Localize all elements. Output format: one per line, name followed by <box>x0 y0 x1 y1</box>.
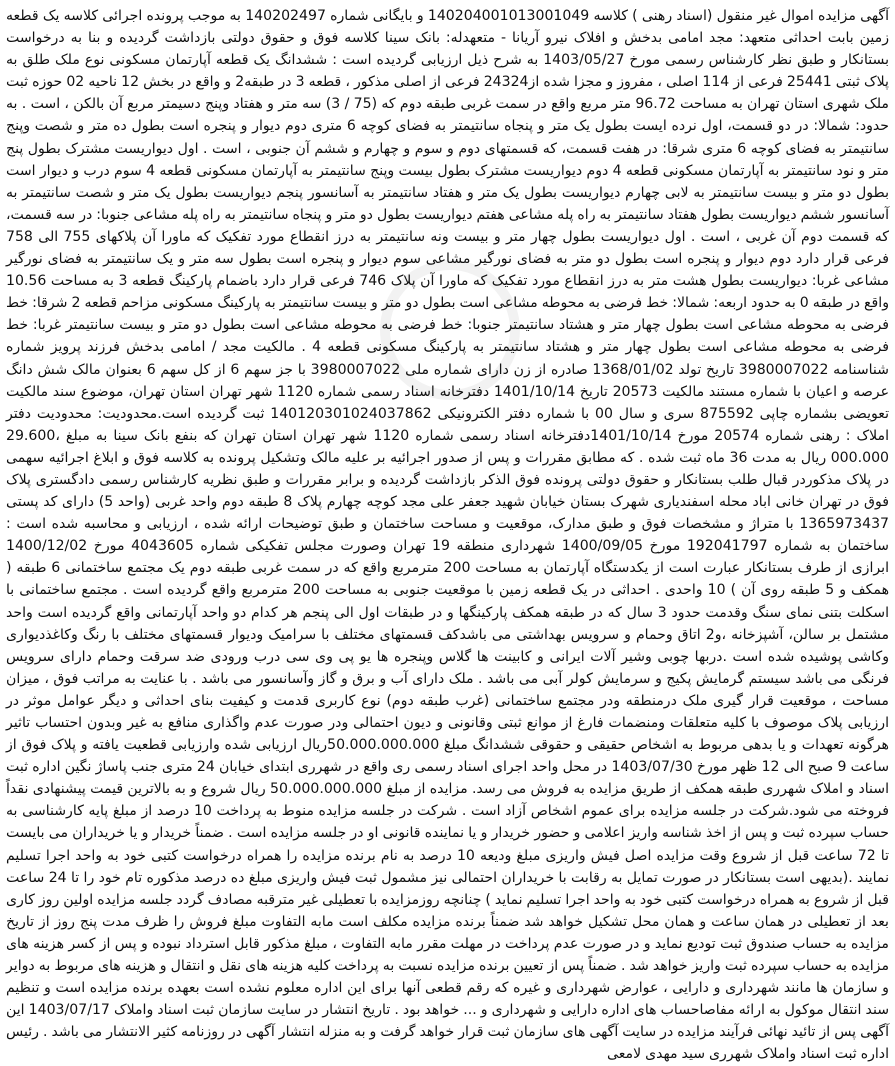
notice-body-text: آگهی مزایده اموال غیر منقول (اسناد رهنی ) کلاسه 140204001013001049 و بایگانی شماره 140202497 به موجب پرونده اجرائی کلاسه یک قطعه زمین بابت احداثی متعهد: مجد امامی بدخش و افلاک نیرو آریانا - متعهدله: بانک سینا کلاسه فوق و حقوق دولتی بازداشت گردیده و بنا به درخواست بستانکار و طبق نظر کارشناس رسمی مورخ 1403/05/27 به شرح ذیل ارزیابی گردیده است : ششدانگ یک قطعه آپارتمان مسکونی نوع ملک طلق به پلاک ثبتی 25441 فرعی از 114 اصلی ، مفروز و مجزا شده از24324 فرعی از اصلی مذکور ، قطعه 3 در طبقه2 و واقع در بخش 12 ناحیه 02 حوزه ثبت ملک شهری استان تهران به مساحت 96.72 متر مربع واقع در سمت غربی طبقه دوم که (75 / 3) سه متر و هفتاد وپنج دسیمتر مربع آن بالکن ، است . به حدود: شمالا: در دو قسمت، اول نرده ایست بطول یک متر و پنجاه سانتیمتر به فضای کوچه 6 متری دوم دیوار و پنجره است بطول ده متر و شصت وپنج سانتیمتر به فضای کوچه 6 متری شرقا: در هفت قسمت، که قسمتهای دوم و سوم و چهارم و ششم آن جنوبی ، است . اول دیواریست مشترک بطول پنج متر و نود سانتیمتر به آپارتمان مسکونی قطعه 4 دوم دیواریست مشترک بطول بیست وپنج سانتیمتر به آپارتمان مسکونی قطعه 4 سوم درب و دیوار است بطول دو متر و بیست سانتیمتر به لابی چهارم دیواریست بطول یک متر و هفتاد سانتیمتر به آسانسور پنجم دیواریست بطول یک متر و شصت سانتیمتر به آسانسور ششم دیواریست بطول هفتاد سانتیمتر به راه پله مشاعی هفتم دیواریست بطول دو متر و پنجاه سانتیمتر به راه پله مشاعی جنوبا: در سه قسمت، که قسمت دوم آن غربی ، است . اول دیواریست بطول چهار متر و بیست ونه سانتیمتر به درز انقطاع مورد تفکیک که ماورا آن پلاکهای 755 الی 758 فرعی قرار دارد دوم دیوار و پنجره است بطول دو متر به فضای نورگیر مشاعی سوم دیوار و پنجره است بطول سه متر و یک سانتیمتر به فضای نورگیر مشاعی غربا: دیواریست بطول هشت متر به درز انقطاع مورد تفکیک که ماورا آن پلاک 746 فرعی قرار دارد باضمام پارکینگ قطعه 3 به مساحت 10.56 واقع در طبقه 0 به حدود اربعه: شمالا: خط فرضی به محوطه مشاعی است بطول دو متر و بیست سانتیمتر به پارکینگ مسکونی مزاحم قطعه 2 شرقا: خط فرضی به محوطه مشاعی است بطول چهار متر و هشتاد سانتیمتر جنوبا: خط فرضی به محوطه مشاعی است بطول دو متر و بیست سانتیمتر غربا: خط فرضی به محوطه مشاعی است بطول چهار متر و هشتاد سانتیمتر به پارکینگ مسکونی قطعه 4 . مالکیت مجد / امامی بدخش فرزند پرویز شماره شناسنامه 3980007022 تاریخ تولد 1368/01/02 صادره از زن دارای شماره ملی 3980007022 با جز سهم 6 از کل سهم 6 بعنوان مالک شش دانگ عرصه و اعیان با شماره مستند مالکیت 20573 تاریخ 1401/10/14 دفترخانه اسناد رسمی شماره 1120 شهر تهران استان تهران، موضوع سند مالکیت تعویضی بشماره چاپی 875592 سری و سال 00 با شماره دفتر الکترونیکی 140120301024037862 ثبت گردیده است.محدودیت: محدودیت دفتر املاک : رهنی شماره 20574 مورخ 1401/10/14دفترخانه اسناد رسمی شماره 1120 شهر تهران استان تهران که بنفع بانک سینا به مبلغ ،29.600 000.000 ریال به مدت 36 ماه ثبت شده . که مطابق مقررات و پس از صدور اجرائیه بر علیه مالک وتشکیل پرونده به کلاسه فوق و ابلاغ اجرائیه سهمی در پلاک مذکوردر قبال طلب بستانکار و حقوق دولتی پرونده فوق الذکر بازداشت گردیده و برابر مقررات و طبق نظریه کارشناس رسمی دادگستری پلاک فوق در تهران خانی اباد محله اسفندیاری شهرک بستان خیابان شهید جعفر علی مجد کوچه چهارم پلاک 8 طبقه دوم واحد غربی (واحد 5) دارای کد پستی 1365973437 با متراژ و مشخصات فوق و طبق مدارک، موقعیت و مساحت ساختمان و طبق توضیحات ارائه شده ، ارزیابی و محاسبه شده است : ساختمان به شماره 192041797 مورخ 1400/09/05 شهرداری منطقه 19 تهران وصورت مجلس تفکیکی شماره 4043605 مورخ 1400/12/02 ابرازی از طرف بستانکار عبارت است از یکدستگاه آپارتمان به مساحت 200 مترمربع واقع که در سمت غربی طبقه دوم یک مجتمع ساختمانی 6 طبقه ( همکف و 5 طبقه روی آن ) 10 واحدی . احداثی در یک قطعه زمین با موقعیت جنوبی به مساحت 200 مترمربع واقع گردیده است . مجتمع ساختمانی با اسکلت بتنی نمای سنگ وقدمت حدود 3 سال که در طبقه همکف پارکینگها و در طبقات اول الی پنجم هر کدام دو واحد آپارتمانی واقع گردیده است واحد مشتمل بر سالن، آشپزخانه ،و2 اتاق وحمام و سرویس بهداشتی می باشدکف قسمتهای مختلف با سرامیک ودیوار قسمتهای مختلف با رنگ وکاغذدیواری وکاشی پوشیده شده است .دربها چوبی وشیر آلات ایرانی و کابینت ها گلاس وپنجره ها یو پی وی سی درب ورودی ضد سرقت وحمام دارای سرویس فرنگی می باشد سیستم گرمایش پکیج و سرمایش کولر آبی می باشد . ملک دارای آب و برق و گاز وآسانسور می باشد . با عنایت به مراتب فوق ، میزان مساحت ، موقعیت قرار گیری ملک درمنطقه ودر مجتمع ساختمانی (غرب طبقه دوم) نوع کاربری قدمت و کیفیت بنای احداثی و دیگر عوامل موثر در ارزیابی پلاک موصوف با کلیه متعلقات ومنضمات فارغ از موانع ثبتی وقانونی و دیون احتمالی ودر صورت عدم واگذاری منافع به غیر وبدون احتساب تاثیر هرگونه تعهدات و یا بدهی مربوط به اشخاص حقیقی و حقوقی ششدانگ مبلغ 50.000.000.000ریال ارزیابی شده وارزیابی قطعیت یافته و پلاک فوق از ساعت 9 صبح الی 12 ظهر مورخ 1403/07/30 در محل واحد اجرای اسناد رسمی ری واقع در شهرری ابتدای خیابان 24 متری جنب پاساژ نگین اداره ثبت اسناد و املاک شهرری طبقه همکف از طریق مزایده به فروش می رسد. مزایده از مبلغ 50.000.000.000 ریال شروع و به بالاترین قیمت پیشنهادی نقداً فروخته می شود.شرکت در جلسه مزایده برای عموم اشخاص آزاد است . شرکت در جلسه مزایده منوط به پرداخت 10 درصد از مبلغ پایه کارشناسی به حساب سپرده ثبت و پس از اخذ شناسه واریز اعلامی و حضور خریدار و یا نماینده قانونی او در جلسه مزایده است . ضمناً خریدار و یا خریداران می بایست تا 72 ساعت قبل از شروع وقت مزایده اصل فیش واریزی مبلغ ودیعه 10 درصد به نام برنده مزایده را همراه درخواست کتبی خود به واحد اجرا تسلیم نمایند .(بدیهی است بستانکار در صورت تمایل به رقابت با خریداران احتمالی نیز مشمول ثبت فیش واریزی مبلغ ده درصد مذکوره تام خود را تا 24 ساعت قبل از شروع به همراه درخواست کتبی خود به واحد اجرا تسلیم نماید ) چنانچه روزمزایده با تعطیلی غیر مترقبه مصادف گردد جلسه مزایده اولین روز کاری بعد از تعطیلی در همان ساعت و همان محل تشکیل خواهد شد ضمناً برنده مزایده مکلف است مابه التفاوت مبلغ فروش را ظرف مدت پنج روز از تاریخ مزایده به حساب صندوق ثبت تودیع نماید و در صورت عدم پرداخت در مهلت مقرر مابه التفاوت ، مبلغ مذکور قابل استرداد نبوده و پس از کسر هزینه های مزایده به حساب سپرده ثبت واریز خواهد شد . ضمناً پس از تعیین برنده مزایده نسبت به پرداخت کلیه هزینه های نقل و انتقال و هزینه های مربوط به دوایر و سازمان ها مانند شهرداری و دارایی ، عوارض شهرداری و غیره که رقم قطعی آنها برای این اداره معلوم نشده است بعهده برنده مزایده است و تنظیم سند انتقال موکول به ارائه مفاصاحساب های اداره دارایی و شهرداری و ... خواهد بود . تاریخ انتشار در سایت سازمان ثبت اسناد واملاک 1403/07/17 این آگهی پس از تائید نهائی فرآیند مزایده در سایت آگهی های سازمان ثبت قرار خواهد گرفت و به منزله انتشار آگهی در روزنامه کثیر الانتشار می باشد . رئیس اداره ثبت اسناد واملاک شهرری سید مهدی لامعی <box>6 8 890 1063</box>
